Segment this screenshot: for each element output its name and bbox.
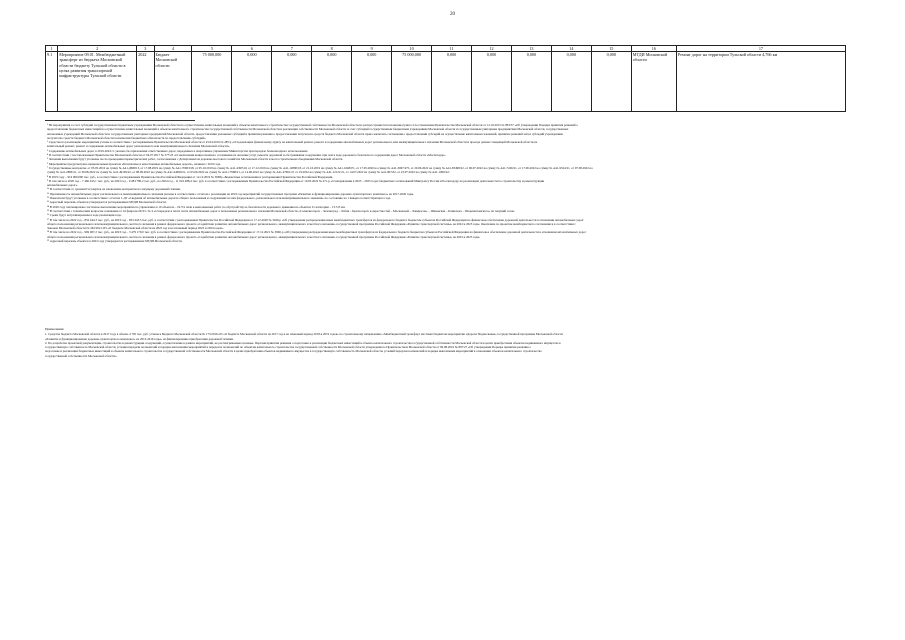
activity-cell: Мероприятие 09.01. Межбюджетный трансферт из бюджета Московской области бюджету Тульской области в целях развития транспортной инфраструктуры Тульской области — [58, 52, 137, 112]
header-cell: 5 — [192, 46, 232, 52]
header-cell: 4 — [154, 46, 192, 52]
footnote-line: ¹⁴ В 2020 году запланировано частичное выполнение мероприятия по управлению в 10 объектах – 19.5% план в выполненных работ по обустройству ее безопасности дорожного движения на объектах 21 категории – 13.725 км. — [47, 204, 346, 209]
header-cell: 2 — [58, 46, 137, 52]
appendix-title: Примечания — [45, 327, 64, 331]
header-cell: 14 — [551, 46, 591, 52]
footnote-line: предоставлении бюджетных инвестиций на осуществление капитальных вложений в объекты капитального строительства государственной собственности Московской области и реализации собственности Московской области за счет субсидий государственным бюджетным учреждениям Московской области и государственным унитарным предприятиям Московской области, государственных — [47, 127, 569, 132]
footnote-line: ⁷ Государственные контракты: от 05.05.2016 на сумму № А41-ДБ0013, от 17.08.2019 на сумму № А41-7096/018, от 05.10.2019 на сумму № А41-4/60519, от 17.12.2019 на сумму № А41-12890/18, от 21.10.2019 на сумму № А41-1648471, от 17.05.2020 на сумму № А41-3067/475, от 20.06.2022 на сумму № А41-83498/22, от 06.07.2022 на сумму № А41-7246/21, от 17.06.2022 на сумму № А41-9524/21, от 07.08.2022 на — [47, 165, 593, 170]
footnote-line: ¹⁷ В том числе на 2022 год – 832 444,3 тыс. руб., на 2023 год – 833 443,5 тыс. руб. в соответствии с распоряжением Правительства Российской Федерации от 17.12.2020 № 3440-р «Об утверждении распределения иных межбюджетных трансфертов из федерального бюджета бюджетам субъектов Российской Федерации на финансовое обеспечение дорожной деятельности в отношении автомобильных дорог — [47, 217, 584, 222]
footnote-line: ¹ На мероприятия за счет субсидий государственным бюджетным учреждениям Московской области на осуществление капитальных вложений в объекты капитального строительства государственной собственности Московской области на распространяется положение пункта 2 постановления Правительства Московской области от 12.10.2015 № 803/37 «Об утверждении Порядка принятия решений о — [47, 123, 578, 127]
result-cell: Ремонт дорог на территории Тульской области 4,766 км — [676, 52, 845, 112]
footnote-line: получателю средств бюджета Московской области полномочии бюджетных обязательств по предоставлению субсидий». — [47, 135, 207, 140]
responsible-cell: МТДИ Московской области — [631, 52, 676, 112]
amount-cell: 0,000 — [432, 52, 472, 112]
appendix-notes — [45, 327, 845, 358]
footnote-line: ⁸ В 2019 году – 916 000,000 тыс. руб., в соответствии с распоряжением Правительства Российской Федерации от 12.12.2019 № 3068р «Бюджетные ассигнования и распоряжения Правительства Российской Федерации. — [47, 174, 334, 179]
footnote-line: ¹⁶ Сроки будут актуализированы в ходе реализации года. — [47, 213, 122, 218]
footnote-line: ¹³ Адресный перечень объектов утверждается распоряжением МТДИ Московской области. — [47, 200, 167, 205]
appendix-line: государственной собственности Московской области». — [45, 353, 118, 358]
amount-cell: 0,000 — [511, 52, 551, 112]
footnote-line: ⁶ Мероприятие предусмотрено национальным проектом «Безопасные и качественные автомобильные дороги», начиная с 2019 года. — [47, 161, 221, 166]
row-number-cell: 9.1 — [46, 52, 58, 112]
amount-cell: 75 000,000 — [192, 52, 232, 112]
amount-cell: 0,000 — [232, 52, 272, 112]
footnote-line: Законом Московской области № 262/2021-ОЗ «О бюджете Московской области на 2022 год и на плановый период 2023 и 2024 годов». — [47, 226, 224, 231]
header-cell: 9 — [352, 46, 392, 52]
header-cell: 11 — [432, 46, 472, 52]
data-table — [45, 45, 846, 112]
footnote-line: ¹⁹ Адресный перечень объектов в 2022 году утверждается распоряжением МТДИ Московской области. — [47, 239, 183, 244]
amount-cell: 0,000 — [312, 52, 352, 112]
footnote-line: общего пользования регионального или межмуниципального, местного значения в рамках федерального проекта «Содействие развитию автомобильных дорог регионального, межмуниципального и местного значения» государственной программы Российской Федерации «Развитие транспортной системы» на 2022 и 2023 годы. Окончание по проектам межбюджетного соглашения и в соответствии с — [47, 221, 576, 226]
footnote-line: ⁹ В том числе в 2020 год – 7 466 245,1 тыс. руб., на 2023 год – 9 284 780,2 тыс. руб., на 2024 год – 11 016 488,4 тыс. руб. в соответствии с распоряжением Правительства Российской Федерации от 10.03.2022 № 471-р «О направлении в 2023 – 2025 годах бюджетных ассигнований Минтрансу России и Росавтодору на реализацию деятельности по строительству и реконструкции — [47, 178, 545, 183]
footnote-line: автомобильных дорог». — [47, 183, 79, 188]
header-cell: 8 — [312, 46, 352, 52]
footnotes — [45, 120, 845, 243]
amount-cell: 0,000 — [551, 52, 591, 112]
header-cell: 13 — [511, 46, 551, 52]
header-cell: 3 — [137, 46, 154, 52]
header-cell: 12 — [472, 46, 512, 52]
amount-cell: 0,000 — [272, 52, 312, 112]
appendix-line: «Развитие и функционирование дорожно-транспортного комплекса» на 2013-2016 годы» на финансирование приобретения дорожной техники. — [45, 336, 234, 341]
table-row — [46, 52, 846, 112]
footnote-line: ¹⁸ В том числе на 2022 год – 969 067,2 тыс. руб., на 2023 год – 3 479 179,0 тыс. руб. в соответствии с распоряжением Правительства Российской Федерации от 17.12.2021 № 3660-р «Об утверждении распределения иных межбюджетных трансфертов из федерального бюджета бюджетам субъектов Российской Федерации на финансовое обеспечение дорожной деятельности в отношении автомобильных дорог — [47, 230, 587, 235]
footnote-line: ⁵ Значения выполнения будут уточнены после проведения параметрических работ, согласованных с Департаментом дорожно-мостового хозяйства Московской области и мостостроительная объединения Московской области. — [47, 157, 344, 162]
appendix-line: государственную собственность Московской области, условия передачи полномочий и порядка выполнения мероприятий в переделах полномочий по объектам капитального строительства государственной собственности Московской области утвержденного Правительством Московской области от 09.08.2016 № 867/27 «Об утверждении Порядка принятия решения о — [45, 345, 531, 350]
amount-cell: 0,000 — [352, 52, 392, 112]
header-cell: 10 — [392, 46, 432, 52]
footnote-line: капитальный ремонт, ремонт и содержание автомобильных дорог регионального или межмуниципального значения Московской области». — [47, 144, 231, 149]
footnote-line: общего пользования регионального или межмуниципального, местного значения в рамках федерального проекта «Содействие развитию автомобильных дорог регионального, межмуниципального и местного значения» государственной программы Российской Федерации «Развитие транспортной системы» на 2022 и 2023 годы. — [47, 234, 481, 239]
amount-cell: 75 000,000 — [392, 52, 432, 112]
header-cell: 7 — [272, 46, 312, 52]
footnote-line: ⁴ В соответствии с постановлением Правительства Московской области от 04.07.2017 № 577/23 «О заключении концессионного соглашения на оказание услуг ремонта дорожной и обслуживания сооружения, при чем в ходе дорожного безопасного содержания дорог Московской области «Мосавтодор» — [47, 153, 446, 158]
header-cell: 6 — [232, 46, 272, 52]
amount-cell: 0,000 — [591, 52, 631, 112]
footnote-line: ³ Содержание автомобильных дорог в 2019-2024 гг. указано без приложения ответственных дорог, переданных в оперативное управление Министерства при передаче безвозмездного использования — [47, 148, 308, 153]
header-cell: 15 — [591, 46, 631, 52]
footnote-line: сумму № А41-2869/21, от 30.08.2022 на сумму № А41-49109/22, от 08.09.2022 на сумму № А41-44990/21, от 05.09.2022 на сумму № А41-17968/21, от 14.06.2022 на сумму № А41-47901/21 от 19.2022 на сумму № А41-12121/21, от 14.07.2022 на сумму № А41-90/532, от 23.07.2022 на сумму № А41-1009/22/ — [47, 170, 450, 175]
header-cell: 16 — [631, 46, 676, 52]
footnote-divider — [45, 120, 195, 121]
appendix-line: 2. По разработке проектной документации, строительства и реконструкции сооружений, осуществление в рамках мероприятий, не рассматриваемых целевые. Перечня принятия решения о подготовке и реализации бюджетных инвестиций в объекты капитального строительства государственной собственности Московской области в целях приобретения объектов недвижимого имущества в — [45, 340, 561, 345]
footnote-line: ¹² Показатели будут уточнены в соответствии с отчетом 1-ДГ «Сведения об автомобильных дорогах общего пользования и сооружениях на них федерального, регионального или межмуниципального значения» по состоянию на 1 января соответствующего года. — [47, 196, 391, 201]
footnote-line: ¹⁰ В соответствии со сроками Госзакупок на заключение контрактов на текущему дорожный главами. — [47, 187, 181, 192]
footnote-line: ² Средства на реализацию мероприятия учтены в соответствии с распоряжением Правительства Московской области от 25.04.2019 № 285/р «О подлежащих финансовому аудиту на капитальный ремонт, ремонт и содержание автомобильных дорог регионального или межмуниципального значения Московской области и проезда дачных товарищей Московской области на — [47, 140, 538, 145]
footnote-line: ¹¹ Протяженность автомобильных дорог регионального и межмуниципального значения указана в соответствии с отчетом о реализации на 2019 год мероприятий государственных программ «Развитие и функционирование дорожно-транспортного комплекса» на 2017-2026 годы. — [47, 191, 414, 196]
header-cell: 17 — [676, 46, 845, 52]
footnote-line: автономных учреждений Московской области и государственных унитарных предприятий Московской области, предоставлении указанных субсидий и принятии решения о предоставлении получателю средств бюджета Московской области права заключать соглашения о предоставлении субсидий на осуществление капитальных вложений, принятие решений чисел субсидий учреждениям — [47, 131, 563, 136]
header-cell: 1 — [46, 46, 58, 52]
amount-cell: 0,000 — [472, 52, 512, 112]
appendix-line: 1. Средства бюджета Московской области в 2017 году в объеме 4 705 тыс. руб. учтены в Бюджете Московской области № 175/2016-ОЗ «О бюджете Московской области на 2017 год и на плановый период 2018 и 2019 годов» по строительному направлению «Межбюджетный трансферт местным бюджетам мероприятия «Дороги Подмосковья» государственной программы Московской области — [45, 332, 563, 337]
funding-source-cell: Бюджет Московской области — [154, 52, 192, 112]
footnote-line: ¹⁵ В соответствии с техническим вопросам совещания от 16 февраля 2010 г. № 4 «О передаче в плате части автомобильных дорог в пользование регионального значения Московской области «Солнечногорск – Зеленоград – Лобня – Красногорск и окрестностей – Московской – Лавирасов» – Шаховская – Клинского – Шереметьевского» на текущий сезон. — [47, 208, 515, 213]
year-cell: 2022 — [137, 52, 154, 112]
appendix-line: подготовке и реализации бюджетных инвестиций в объекты капитального строительства государственной собственности Московской области в целях приобретения объектов недвижимого имущества в государственную собственность Московской области, условий передачи полномочий и порядка выполнения мероприятий в отношении объектов капитального строительства — [45, 349, 542, 354]
page-number: 20 — [450, 12, 455, 17]
